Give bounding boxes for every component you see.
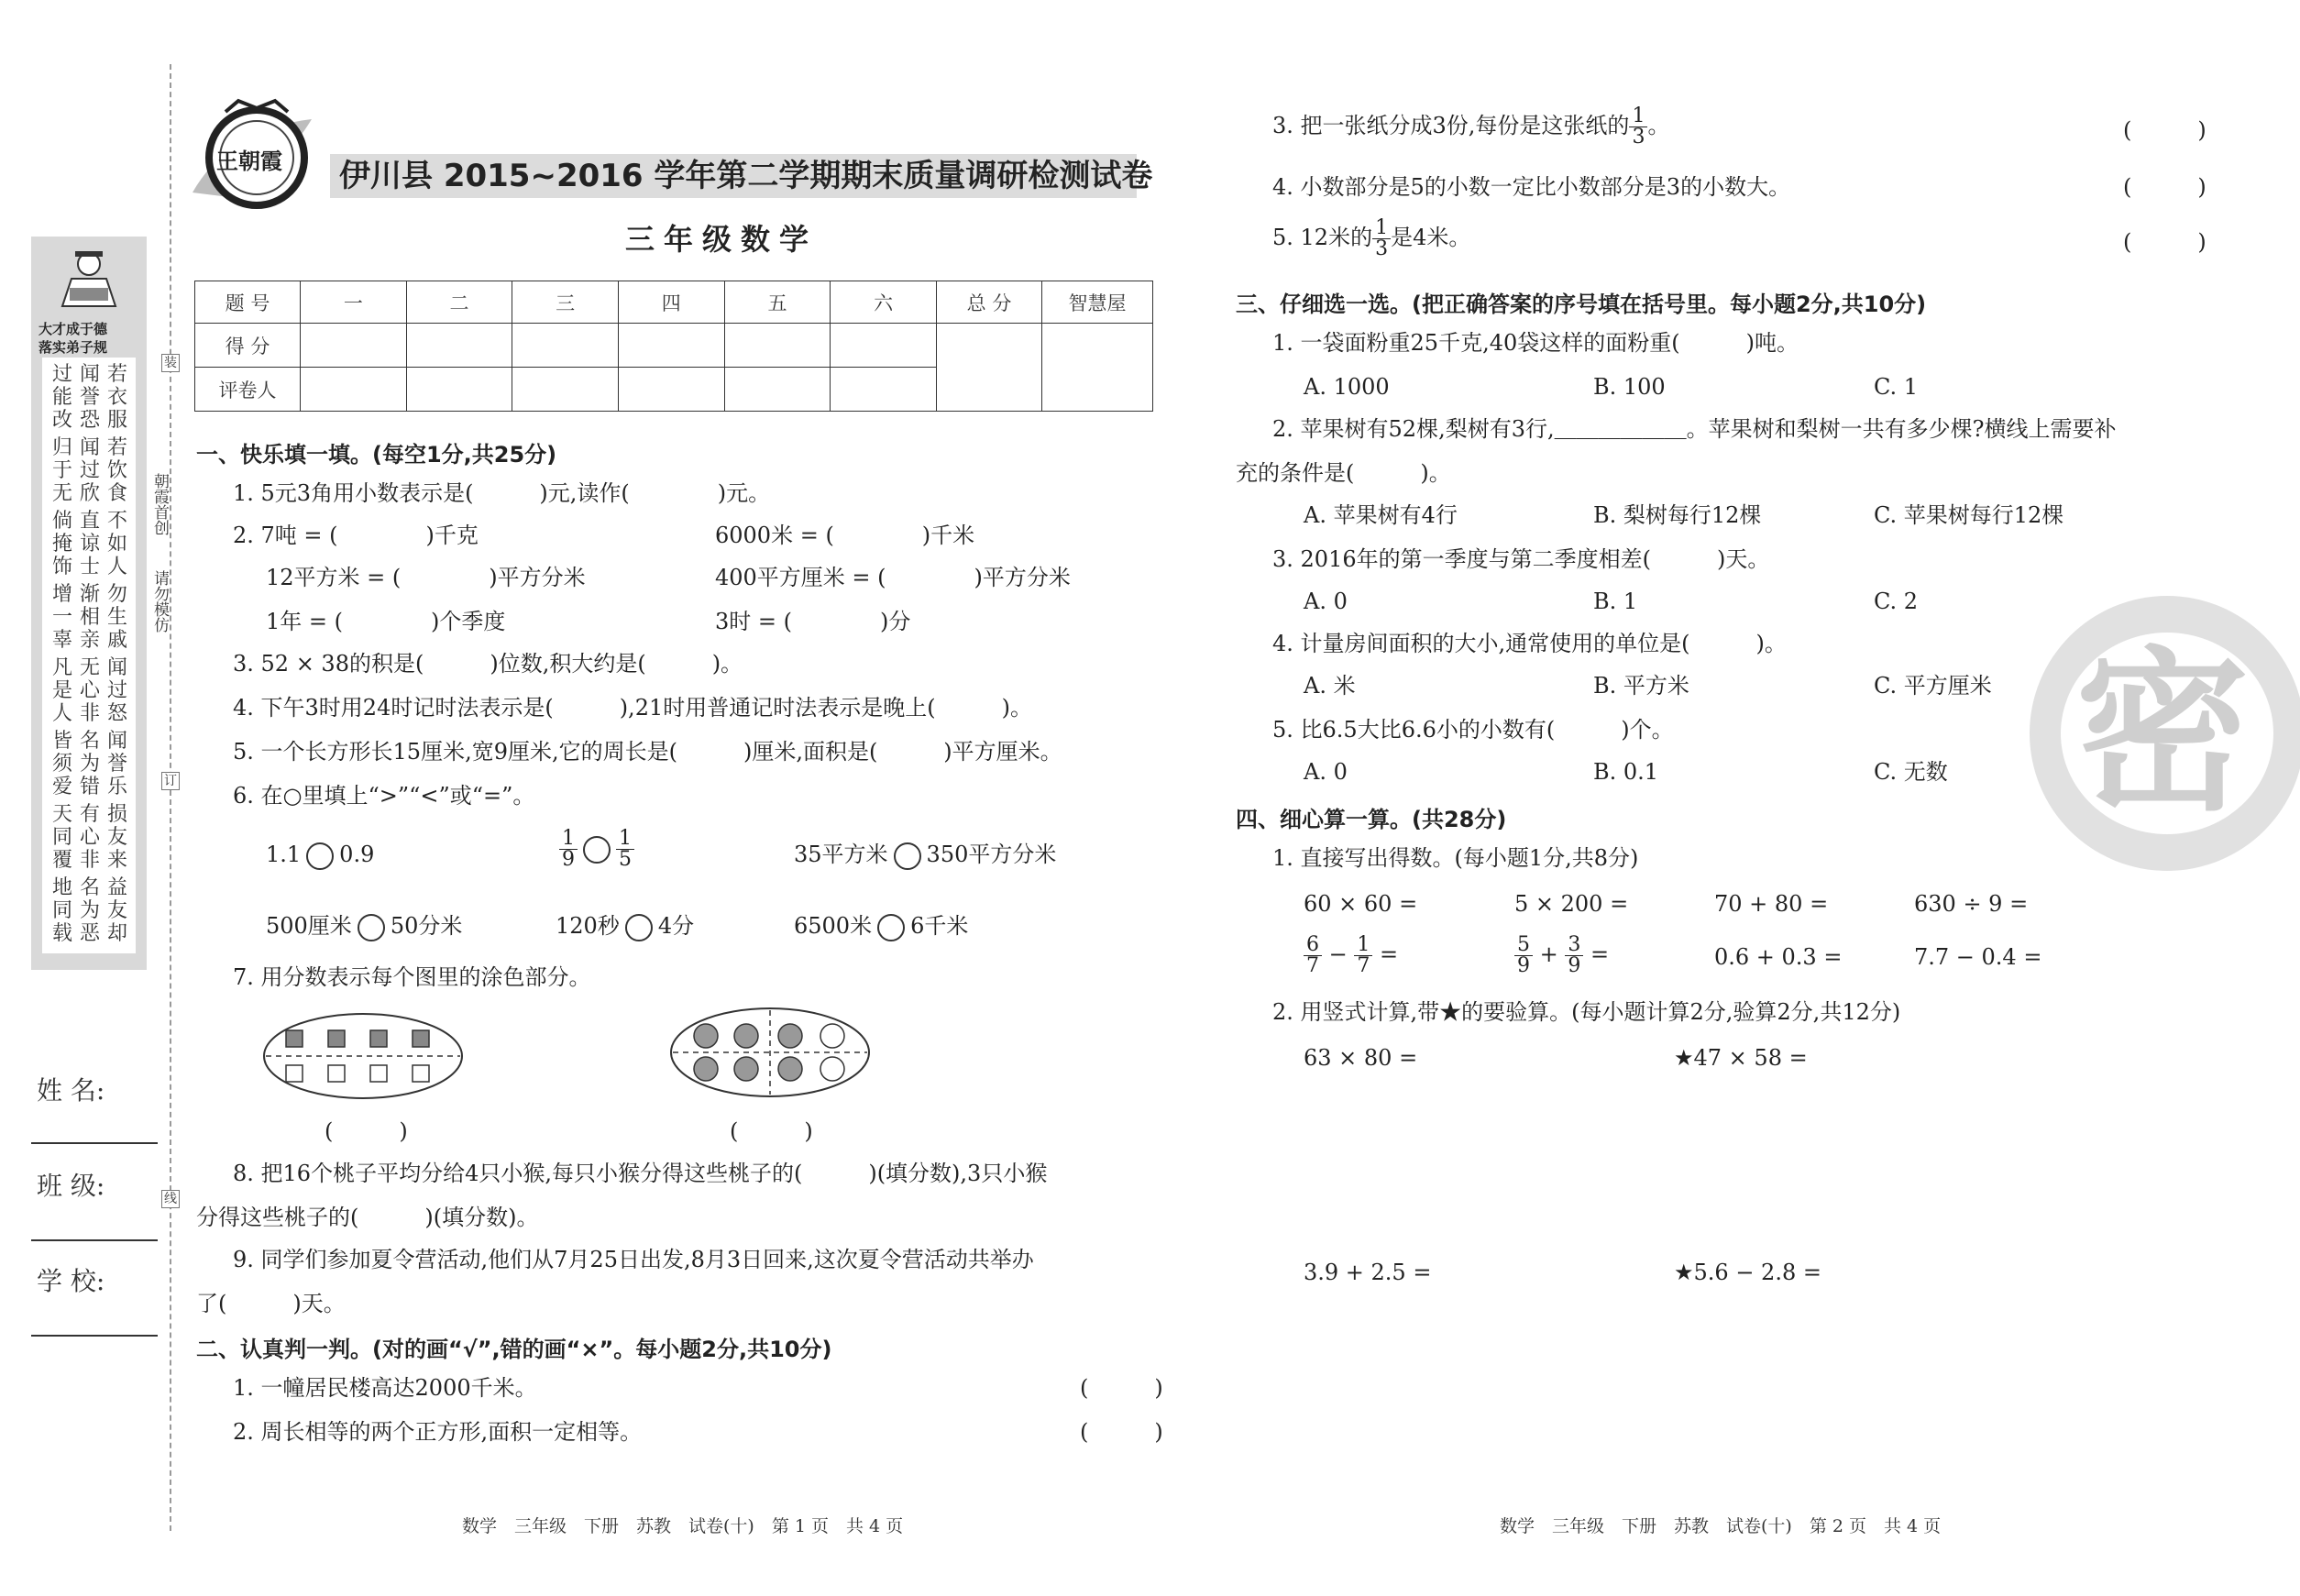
slogan-2: 落实弟子规 (39, 339, 108, 356)
fraction: $\frac{1}{3}$ (1372, 218, 1391, 259)
footer-right: 数学 三年级 下册 苏教 试卷(十) 第 2 页 共 4 页 (1500, 1516, 1942, 1536)
slogan-1: 大才成于德 (39, 321, 108, 337)
s3-q3-option-c: C. 2 (1874, 589, 1919, 614)
calc-3: 70 + 80 = (1714, 891, 1829, 917)
s3-q4-option-b: B. 平方米 (1593, 673, 1689, 699)
class-label: 班 级: (37, 1171, 105, 1201)
compare-circle[interactable] (358, 914, 385, 941)
s3-q1-option-a: A. 1000 (1304, 374, 1390, 400)
table-col-2: 二 (406, 281, 512, 324)
grader-cell[interactable] (618, 368, 724, 412)
table-col-total: 总 分 (937, 281, 1042, 324)
s1-q2d: 400平方厘米 = ( )平方分米 (715, 565, 1071, 590)
s1-q2f: 3时 = ( )分 (715, 609, 911, 634)
s4-sub2: 2. 用竖式计算,带★的要验算。(每小题计算2分,验算2分,共12分) (1272, 999, 1901, 1025)
s1-q1: 1. 5元3角用小数表示是( )元,读作( )元。 (233, 480, 771, 506)
motto-column: 不如人 (106, 510, 127, 578)
s1-q2b: 6000米 = ( )千米 (715, 523, 975, 548)
section3-heading: 三、仔细选一选。(把正确答案的序号填在括号里。每小题2分,共10分) (1236, 292, 1927, 317)
fraction: $\frac{1}{3}$ (1629, 106, 1647, 148)
secret-seal (2030, 596, 2300, 871)
compare-circle[interactable] (625, 914, 653, 941)
grader-cell[interactable] (406, 368, 512, 412)
compare-circle[interactable] (306, 842, 334, 870)
s3-q3-option-a: A. 0 (1304, 589, 1348, 614)
s1-q2e: 1年 = ( )个季度 (266, 609, 506, 634)
s2-q5: 5. 12米的 $\frac{1}{3}$ 是4米。 (1272, 216, 1471, 260)
calc-1: 60 × 60 = (1304, 891, 1418, 917)
school-label: 学 校: (37, 1266, 105, 1296)
s3-q5-option-c: C. 无数 (1874, 759, 1948, 785)
motto-column: 皆须爱 (51, 730, 72, 798)
section4-heading: 四、细心算一算。(共28分) (1236, 807, 1507, 832)
s3-q2-option-c: C. 苹果树每行12棵 (1874, 502, 2064, 528)
motto-column: 若衣服 (106, 363, 127, 432)
s3-q1-option-b: B. 100 (1593, 374, 1666, 400)
binding-sidebar (31, 237, 147, 970)
compare-item-5 (556, 911, 694, 941)
fraction: $\frac{6}{7}$ (1304, 935, 1322, 976)
s3-q4: 4. 计量房间面积的大小,通常使用的单位是( )。 (1272, 631, 1787, 656)
table-header-question-no: 题 号 (195, 281, 301, 324)
motto-column: 有心非 (79, 803, 100, 872)
s3-q3-option-b: B. 1 (1593, 589, 1638, 614)
section2-heading: 二、认真判一判。(对的画“√”,错的画“×”。每小题2分,共10分) (196, 1337, 832, 1362)
table-col-wisdom: 智慧屋 (1042, 281, 1153, 324)
score-table (194, 281, 1153, 412)
table-header-score: 得 分 (195, 324, 301, 368)
s1-q4: 4. 下午3时用24时记时法表示是( ),21时用普通记时法表示是晚上( )。 (233, 695, 1032, 721)
motto-column: 凡是人 (51, 656, 72, 725)
s2-q4-answer[interactable]: ( ) (2123, 174, 2206, 200)
binding-mark-2: 订 (161, 772, 180, 790)
vertical-calc-2: ★47 × 58 = (1674, 1045, 1808, 1071)
compare-right: 4分 (657, 913, 695, 939)
score-cell[interactable] (406, 324, 512, 368)
s3-q5-option-a: A. 0 (1304, 759, 1348, 785)
calc-7: 0.6 + 0.3 = (1714, 944, 1843, 970)
score-cell[interactable] (831, 324, 937, 368)
s1-q8a: 8. 把16个桃子平均分给4只小猴,每只小猴分得这些桃子的( )(填分数),3只小猴 (233, 1161, 1048, 1186)
s2-q4: 4. 小数部分是5的小数一定比小数部分是3的小数大。 (1272, 174, 1791, 200)
compare-left: 35平方米 (794, 842, 888, 867)
s1-q8b: 分得这些桃子的( )(填分数)。 (196, 1205, 539, 1230)
s3-q1-option-c: C. 1 (1874, 374, 1919, 400)
grader-cell[interactable] (724, 368, 831, 412)
class-field[interactable] (31, 1239, 158, 1241)
motto-column: 增一辜 (51, 583, 72, 652)
s2-q1-answer[interactable]: ( ) (1080, 1375, 1163, 1401)
calc-8: 7.7 − 0.4 = (1914, 944, 2042, 970)
exam-title: 伊川县 2015~2016 学年第二学期期末质量调研检测试卷 (339, 158, 1153, 194)
binding-mark-1: 装 (161, 354, 180, 372)
scholar-illustration-icon (51, 248, 127, 312)
compare-right: 350平方分米 (926, 842, 1057, 867)
compare-right: 50分米 (390, 913, 463, 939)
fraction: $\frac{1}{5}$ (616, 829, 634, 870)
motto-column: 闻誉恐 (79, 363, 100, 432)
motto-column: 过能改 (51, 363, 72, 432)
motto-column: 归于无 (51, 436, 72, 505)
fraction: $\frac{5}{9}$ (1514, 935, 1533, 976)
s3-q2a: 2. 苹果树有52棵,梨树有3行,＿＿＿＿＿＿。苹果树和梨树一共有多少棵?横线上需要补 (1272, 416, 2117, 442)
squares-figure (262, 1010, 464, 1102)
vertical-calc-4: ★5.6 − 2.8 = (1674, 1260, 1821, 1285)
motto-panel (42, 358, 136, 953)
s3-q2-option-a: A. 苹果树有4行 (1304, 502, 1458, 528)
grader-cell[interactable] (301, 368, 407, 412)
s3-q3: 3. 2016年的第一季度与第二季度相差( )天。 (1272, 546, 1770, 572)
compare-circle[interactable] (877, 914, 905, 941)
motto-column: 闻过怒 (106, 656, 127, 725)
footer-left: 数学 三年级 下册 苏教 试卷(十) 第 1 页 共 4 页 (462, 1516, 904, 1536)
s1-q2c: 12平方米 = ( )平方分米 (266, 565, 586, 590)
score-cell[interactable] (618, 324, 724, 368)
compare-left: 1.1 (266, 842, 302, 867)
vertical-calc-3: 3.9 + 2.5 = (1304, 1260, 1432, 1285)
compare-item-6 (794, 911, 968, 941)
s1-q9b: 了( )天。 (196, 1291, 346, 1316)
s4-sub1: 1. 直接写出得数。(每小题1分,共8分) (1272, 845, 1639, 871)
s2-q1: 1. 一幢居民楼高达2000千米。 (233, 1375, 537, 1401)
table-col-4: 四 (618, 281, 724, 324)
s1-q2a: 2. 7吨 = ( )千克 (233, 523, 479, 548)
motto-column: 直谅士 (79, 510, 100, 578)
s2-q2: 2. 周长相等的两个正方形,面积一定相等。 (233, 1419, 643, 1445)
s3-q2b: 充的条件是( )。 (1236, 460, 1451, 486)
table-col-5: 五 (724, 281, 831, 324)
s2-q3-answer[interactable]: ( ) (2123, 117, 2206, 143)
compare-right: 6千米 (910, 913, 969, 939)
s1-q3: 3. 52 × 38的积是( )位数,积大约是( )。 (233, 651, 743, 677)
calc-2: 5 × 200 = (1514, 891, 1629, 917)
s3-q5-option-b: B. 0.1 (1593, 759, 1659, 785)
compare-item-4 (266, 911, 462, 941)
score-cell[interactable] (512, 324, 619, 368)
motto-column: 益友却 (106, 876, 127, 945)
motto-column: 名为错 (79, 730, 100, 798)
motto-column: 倘掩饰 (51, 510, 72, 578)
compare-item-2 (559, 829, 634, 870)
circles-figure (669, 1005, 871, 1100)
motto-column: 地同载 (51, 876, 72, 945)
s2-q2-answer[interactable]: ( ) (1080, 1419, 1163, 1445)
grader-cell[interactable] (831, 368, 937, 412)
grader-cell[interactable] (512, 368, 619, 412)
school-field[interactable] (31, 1335, 158, 1337)
s1-q9a: 9. 同学们参加夏令营活动,他们从7月25日出发,8月3日回来,这次夏令营活动共举办 (233, 1247, 1034, 1272)
q7-answer-blank-1[interactable]: ( ) (325, 1118, 408, 1144)
s1-q7: 7. 用分数表示每个图里的涂色部分。 (233, 964, 591, 990)
motto-column: 损友来 (106, 803, 127, 872)
exam-subtitle: 三年级数学 (625, 222, 819, 257)
section1-heading: 一、快乐填一填。(每空1分,共25分) (196, 442, 557, 468)
calc-6: $\frac{5}{9}$ + $\frac{3}{9}$ = (1514, 935, 1609, 976)
name-label: 姓 名: (37, 1075, 105, 1106)
binding-dashed-line (170, 64, 171, 1531)
s3-q2-option-b: B. 梨树每行12棵 (1593, 502, 1762, 528)
q7-answer-blank-2[interactable]: ( ) (730, 1118, 813, 1144)
compare-left: 6500米 (794, 913, 873, 939)
s3-q1: 1. 一袋面粉重25千克,40袋这样的面粉重( )吨。 (1272, 330, 1799, 356)
compare-circle[interactable] (894, 842, 921, 870)
brand-logo-text: 王朝霞 (216, 148, 282, 174)
fraction: $\frac{1}{9}$ (559, 829, 578, 870)
s2-q5-answer[interactable]: ( ) (2123, 229, 2206, 255)
calc-4: 630 ÷ 9 = (1914, 891, 2029, 917)
motto-column: 天同覆 (51, 803, 72, 872)
secret-seal-glyph: 密 (2075, 632, 2250, 834)
table-col-3: 三 (512, 281, 619, 324)
s2-q3: 3. 把一张纸分成3份,每份是这张纸的 $\frac{1}{3}$ 。 (1272, 105, 1670, 149)
compare-left: 500厘米 (266, 913, 352, 939)
total-score-cell[interactable] (937, 324, 1042, 412)
score-cell[interactable] (724, 324, 831, 368)
table-col-6: 六 (831, 281, 937, 324)
calc-5: $\frac{6}{7}$ − $\frac{1}{7}$ = (1304, 935, 1398, 976)
motto-column: 渐相亲 (79, 583, 100, 652)
motto-column: 勿生戚 (106, 583, 127, 652)
table-col-1: 一 (301, 281, 407, 324)
table-header-grader: 评卷人 (195, 368, 301, 412)
vertical-calc-1: 63 × 80 = (1304, 1045, 1418, 1071)
fraction: $\frac{1}{7}$ (1354, 935, 1372, 976)
motto-column: 无心非 (79, 656, 100, 725)
compare-circle[interactable] (583, 836, 611, 864)
s3-q4-option-c: C. 平方厘米 (1874, 673, 1992, 699)
s3-q5: 5. 比6.5大比6.6小的小数有( )个。 (1272, 717, 1674, 743)
wisdom-score-cell[interactable] (1042, 324, 1153, 412)
binding-mark-3: 线 (161, 1190, 180, 1208)
s1-q5: 5. 一个长方形长15厘米,宽9厘米,它的周长是( )厘米,面积是( )平方厘米。 (233, 739, 1062, 765)
fraction: $\frac{3}{9}$ (1565, 935, 1583, 976)
compare-item-3 (794, 840, 1056, 870)
compare-item-1 (266, 840, 374, 870)
motto-column: 闻誉乐 (106, 730, 127, 798)
score-cell[interactable] (301, 324, 407, 368)
name-field[interactable] (31, 1142, 158, 1144)
compare-left: 120秒 (556, 913, 620, 939)
sidebar-note-2: 请勿模仿 (150, 570, 169, 633)
motto-column: 若饮食 (106, 436, 127, 505)
s3-q4-option-a: A. 米 (1304, 673, 1356, 699)
motto-column: 名为恶 (79, 876, 100, 945)
s1-q6: 6. 在○里填上“>”“<”或“=”。 (233, 783, 535, 809)
compare-right: 0.9 (339, 842, 375, 867)
motto-column: 闻过欣 (79, 436, 100, 505)
sidebar-note-1: 朝霞首创 (150, 473, 169, 535)
